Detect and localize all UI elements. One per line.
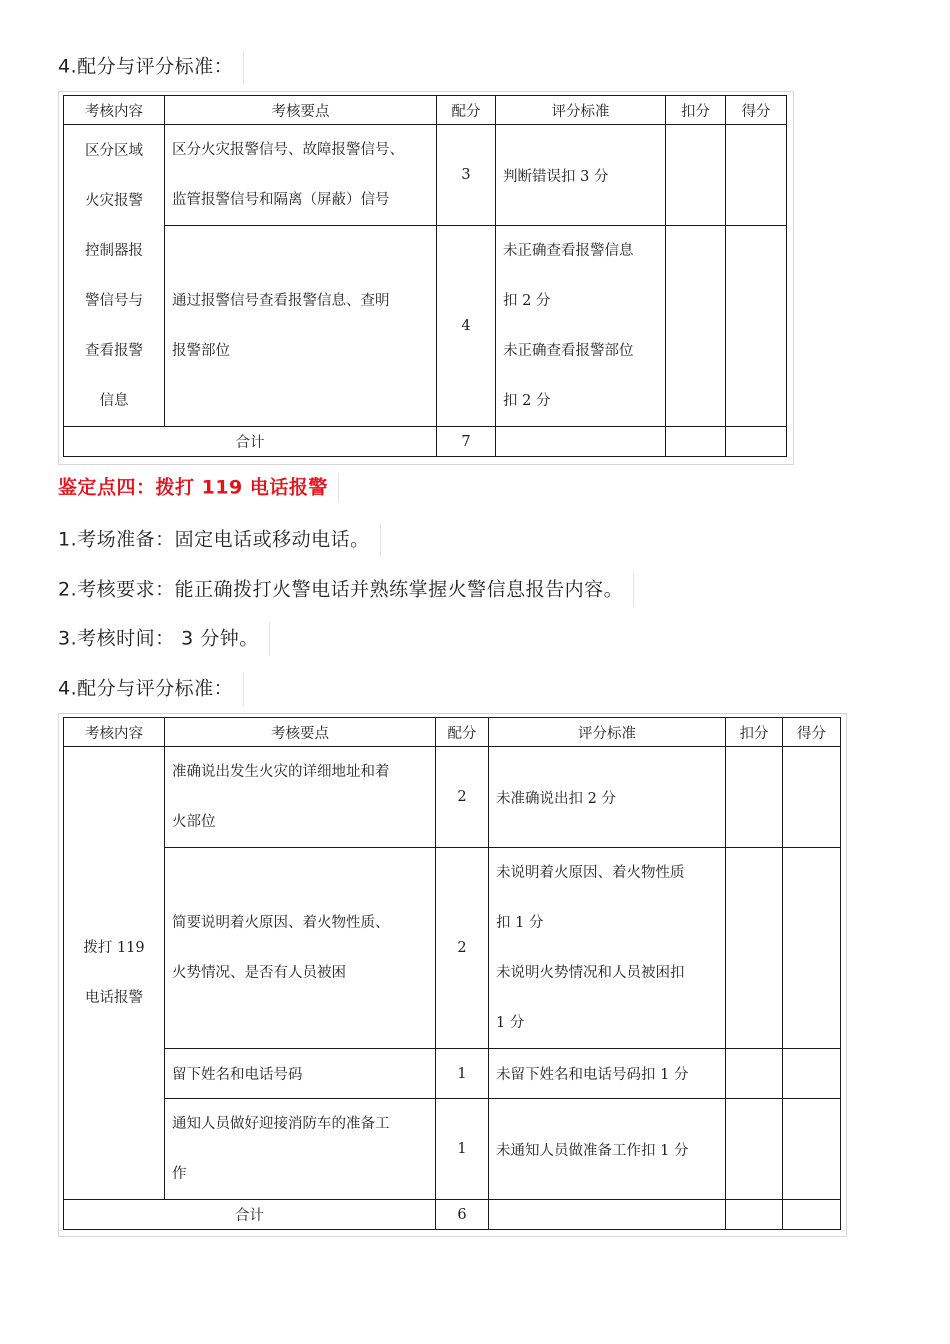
text-cursor-edge — [243, 50, 244, 84]
section-heading: 鉴定点四：拨打 119 电话报警 — [58, 473, 339, 503]
gain-cell[interactable] — [783, 747, 841, 848]
score-cell: 1 — [436, 1099, 489, 1200]
table-row — [64, 226, 787, 427]
total-row — [64, 427, 787, 457]
score-cell: 2 — [436, 848, 489, 1049]
criteria-cell: 未正确查看报警信息 扣 2 分 未正确查看报警部位 扣 2 分 — [496, 226, 666, 427]
deduct-cell[interactable] — [666, 427, 726, 457]
header-cell: 考核内容 — [64, 718, 165, 747]
text-cursor-edge — [269, 622, 270, 656]
table-row — [64, 848, 841, 1049]
score-cell: 3 — [437, 125, 496, 226]
header-cell: 考核内容 — [64, 96, 165, 125]
score-cell: 1 — [436, 1049, 489, 1099]
score-table-1 — [63, 95, 787, 457]
header-cell: 得分 — [783, 718, 841, 747]
score-cell: 4 — [437, 226, 496, 427]
header-cell: 评分标准 — [496, 96, 666, 125]
header-cell: 配分 — [437, 96, 496, 125]
deduct-cell[interactable] — [726, 1049, 783, 1099]
score-standard-title-2: 4.配分与评分标准： — [58, 672, 244, 706]
criteria-cell: 未通知人员做准备工作扣 1 分 — [489, 1099, 726, 1200]
table-row — [64, 1099, 841, 1200]
point-cell: 区分火灾报警信号、故障报警信号、 监管报警信号和隔离（屏蔽）信号 — [165, 125, 437, 226]
exam-preparation: 1.考场准备：固定电话或移动电话。 — [58, 523, 381, 557]
gain-cell[interactable] — [726, 427, 787, 457]
header-cell: 扣分 — [726, 718, 783, 747]
total-label: 合计 — [64, 1200, 436, 1230]
gain-cell[interactable] — [783, 1099, 841, 1200]
header-cell: 得分 — [726, 96, 787, 125]
total-row — [64, 1200, 841, 1230]
header-cell: 考核要点 — [165, 96, 437, 125]
criteria-cell: 判断错误扣 3 分 — [496, 125, 666, 226]
criteria-cell — [489, 1200, 726, 1230]
text-cursor-edge — [338, 473, 339, 503]
table-row — [64, 1049, 841, 1099]
deduct-cell[interactable] — [726, 848, 783, 1049]
gain-cell[interactable] — [726, 226, 787, 427]
criteria-cell: 未留下姓名和电话号码扣 1 分 — [489, 1049, 726, 1099]
header-cell: 评分标准 — [489, 718, 726, 747]
text-cursor-edge — [380, 523, 381, 557]
criteria-cell: 未准确说出扣 2 分 — [489, 747, 726, 848]
gain-cell[interactable] — [726, 125, 787, 226]
text-cursor-edge — [633, 573, 634, 607]
deduct-cell[interactable] — [726, 1099, 783, 1200]
score-cell: 2 — [436, 747, 489, 848]
header-cell: 配分 — [436, 718, 489, 747]
content-cell: 区分区域 火灾报警 控制器报 警信号与 查看报警 信息 — [64, 125, 165, 427]
exam-requirement: 2.考核要求：能正确拨打火警电话并熟练掌握火警信息报告内容。 — [58, 573, 634, 607]
total-score: 7 — [437, 427, 496, 457]
score-table-2 — [63, 717, 841, 1230]
total-label: 合计 — [64, 427, 437, 457]
deduct-cell[interactable] — [666, 226, 726, 427]
table-header-row — [64, 718, 841, 747]
point-cell: 通知人员做好迎接消防车的准备工 作 — [165, 1099, 436, 1200]
table-row — [64, 747, 841, 848]
gain-cell[interactable] — [783, 1200, 841, 1230]
point-cell: 通过报警信号查看报警信息、查明 报警部位 — [165, 226, 437, 427]
table-row — [64, 125, 787, 226]
total-score: 6 — [436, 1200, 489, 1230]
text-cursor-edge — [243, 672, 244, 706]
deduct-cell[interactable] — [726, 747, 783, 848]
header-cell: 扣分 — [666, 96, 726, 125]
table-header-row — [64, 96, 787, 125]
header-cell: 考核要点 — [165, 718, 436, 747]
paragraph-text: 4.配分与评分标准： — [58, 55, 234, 78]
content-cell: 拨打 119 电话报警 — [64, 747, 165, 1200]
criteria-cell: 未说明着火原因、着火物性质 扣 1 分 未说明火势情况和人员被困扣 1 分 — [489, 848, 726, 1049]
exam-time: 3.考核时间： 3 分钟。 — [58, 622, 270, 656]
gain-cell[interactable] — [783, 1049, 841, 1099]
gain-cell[interactable] — [783, 848, 841, 1049]
score-standard-title-1 — [58, 50, 244, 84]
criteria-cell — [496, 427, 666, 457]
point-cell: 简要说明着火原因、着火物性质、 火势情况、是否有人员被困 — [165, 848, 436, 1049]
point-cell: 留下姓名和电话号码 — [165, 1049, 436, 1099]
deduct-cell[interactable] — [726, 1200, 783, 1230]
deduct-cell[interactable] — [666, 125, 726, 226]
point-cell: 准确说出发生火灾的详细地址和着 火部位 — [165, 747, 436, 848]
